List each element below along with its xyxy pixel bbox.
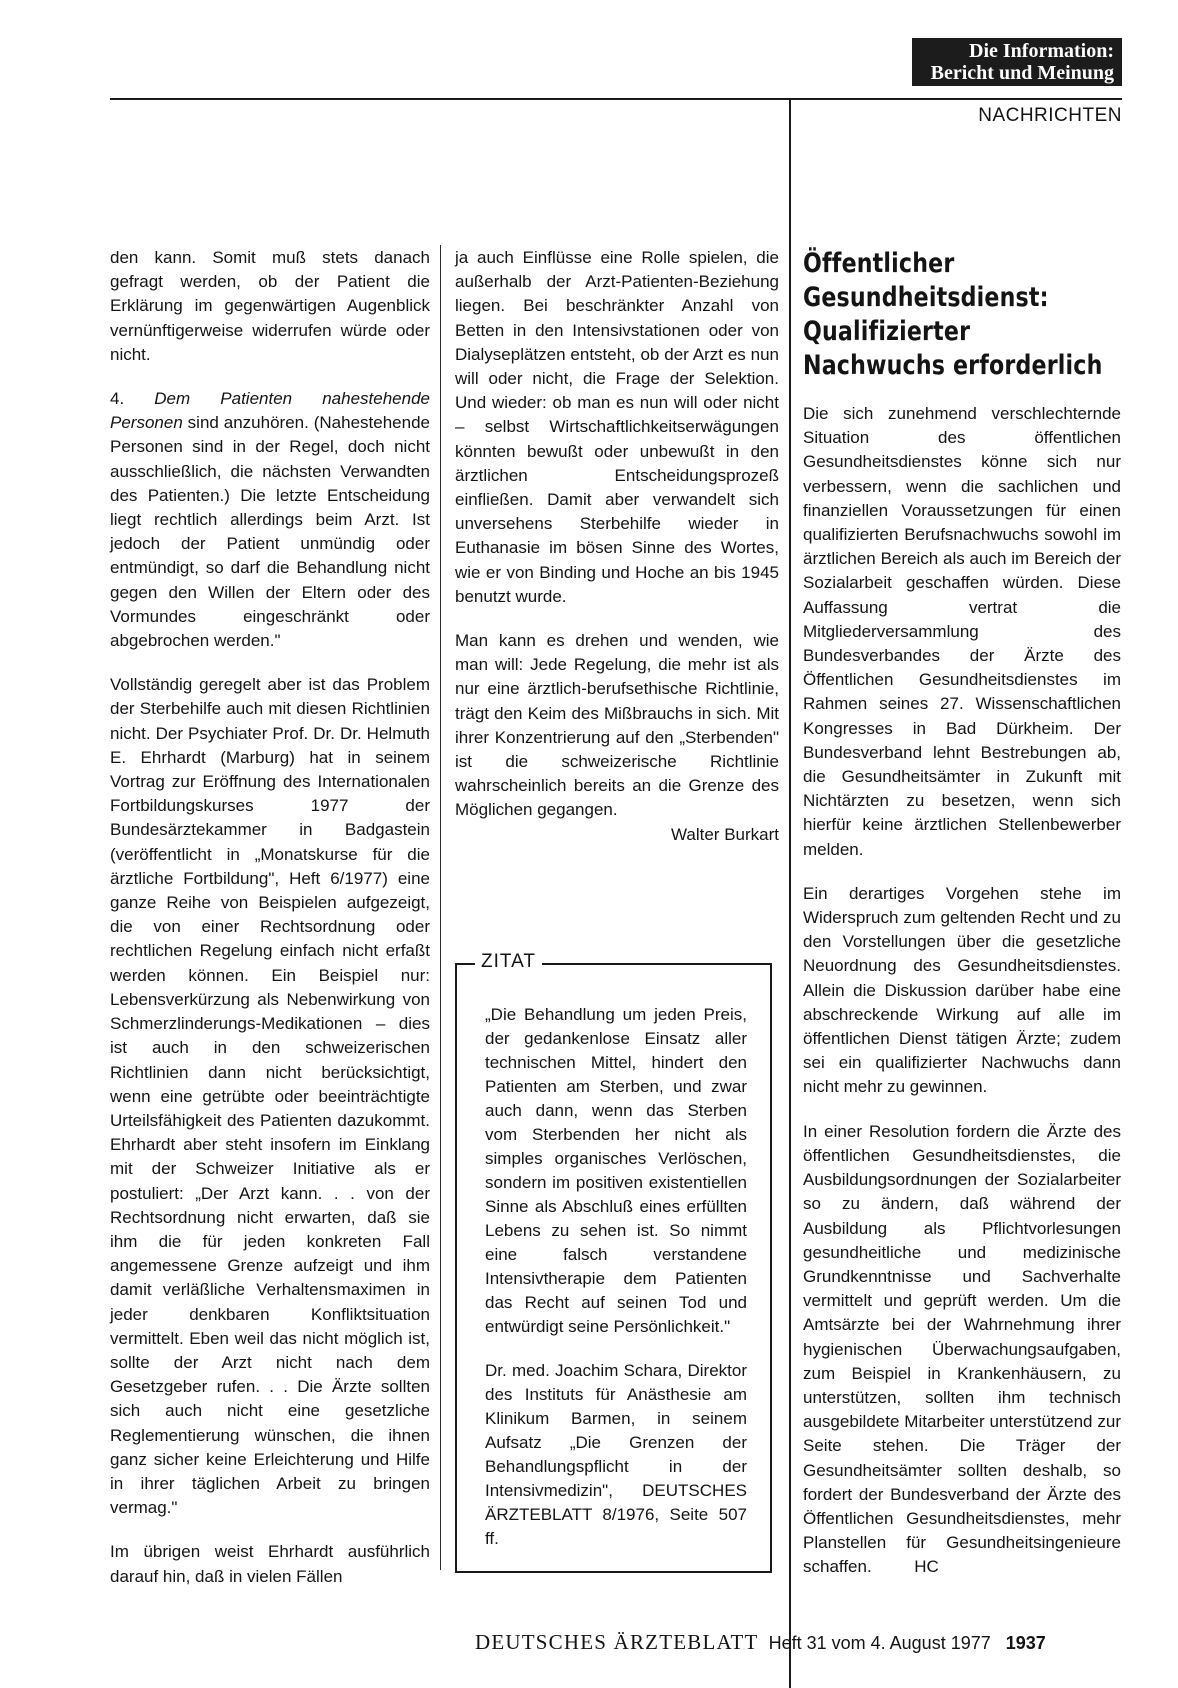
top-rule bbox=[110, 98, 1122, 100]
article-headline bbox=[803, 247, 1103, 383]
quote-body bbox=[485, 1003, 747, 1551]
quote-box bbox=[455, 951, 772, 1573]
quote-source: Dr. med. Joachim Schara, Direktor des Instituts für Anästhesie am Klinikum Barmen, in seinem Aufsatz „Die Grenzen der Behandlungspflicht in der Intensivmedizin", DEUTSCHES ÄRZTEBLATT 8/1976, Seite 507 ff. bbox=[485, 1361, 747, 1548]
col1-p2-emphasis: Dem Patienten nahestehende Personen bbox=[110, 389, 430, 433]
headline-line-4: Nachwuchs erforderlich bbox=[803, 350, 1103, 381]
page-footer bbox=[475, 1630, 1125, 1655]
section-label: NACHRICHTEN bbox=[978, 105, 1122, 126]
quote-label: ZITAT bbox=[475, 951, 542, 973]
headline-line-2: Gesundheitsdienst: bbox=[803, 282, 1049, 313]
section-tag-line-2: Bericht und Meinung bbox=[930, 62, 1114, 84]
footer-issue: Heft 31 vom 4. August 1977 bbox=[768, 1633, 991, 1653]
article-initials: HC bbox=[914, 1557, 939, 1577]
article-paragraph-3 bbox=[803, 1120, 1121, 1580]
col2-paragraph-2: Man kann es drehen und wenden, wie man will: Jede Regelung, die mehr ist als nur eine ärztlich-berufsethische Richtlinie, trägt den Keim des Mißbrauchs in sich. Mit ihrer Konzentrierung auf den „Sterbenden" ist die schweizerische Richtlinie wahrscheinlich bereits an die Grenze des Möglichen gegangen. bbox=[455, 631, 779, 820]
article-p3-text: In einer Resolution fordern die Ärzte des öffentlichen Gesundheitsdienstes, die Ausbildungsordnungen der Sozialarbeiter so zu ändern, daß während der Ausbildung als Pflichtvorlesungen gesundheitliche und medizinische Grundkenntnisse und Sachverhalte vermittelt und geprüft werden. Um die Amtsärzte bei der Wahrnehmung ihrer hygienischen Überwachungsaufgaben, zum Beispiel in Krankenhäusern, zu unterstützen, sollten ihm technisch ausgebildete Mitarbeiter unterstützend zur Seite stehen. Die Träger der Gesundheitsämter sollten deshalb, so fordert der Bundesverband der Ärzte des Öffentlichen Gesundheitsdienstes, mehr Planstellen für Gesundheitsingenieure schaffen. bbox=[803, 1121, 1121, 1577]
author-signature: Walter Burkart bbox=[670, 824, 779, 844]
section-tag bbox=[912, 38, 1122, 86]
col1-paragraph-3: Vollständig geregelt aber ist das Problem der Sterbehilfe auch mit diesen Richtlinien nicht. Der Psychiater Prof. Dr. Dr. Helmuth E. Ehrhardt (Marburg) hat in seinem Vortrag zur Eröffnung des Internationalen Fortbildungskurses 1977 der Bundesärztekammer in Badgastein (veröffentlicht in „Monatskurse für die ärztliche Fortbildung", Heft 6/1977) eine ganze Reihe von Beispielen aufgezeigt, die von einer Rechtsordnung oder rechtlichen Regelung einfach nicht erfaßt werden können. Ein Beispiel nur: Lebensverkürzung als Nebenwirkung von Schmerzlinderungs-Medikationen – dies ist auch in den schweizerischen Richtlinien dann nicht berücksichtigt, wenn eine getrübte oder beeinträchtigte Urteilsfähigkeit des Patienten dazukommt. Ehrhardt aber steht insofern im Einklang mit der Schweizer Initiative als er postuliert: „Der Arzt kann. . . von der Rechtsordnung nicht erwarten, daß sie ihm die für jeden konkreten Fall angemessene Grenze aufzeigt und ihm damit verläßliche Verhaltensmaximen in jeder denkbaren Konfliktsituation vermittelt. Eben weil das nicht möglich ist, sollte der Arzt nicht nach dem Gesetzgeber rufen. . . Die Ärzte sollten sich auch nicht eine gesetzliche Reglementierung wünschen, die ihnen ganz sicher keine Erleichterung und Hilfe in ihrer täglichen Arbeit zu bringen vermag." bbox=[110, 675, 430, 1518]
headline-line-3: Qualifizierter bbox=[803, 316, 971, 347]
col1-p2-text: sind anzuhören. (Nahestehende Personen sind in der Regel, doch nicht ausschließlich, die nächsten Verwandten des Patienten.) Die letzte Entscheidung liegt rechtlich allerdings beim Arzt. Ist jedoch der Patient unmündig oder entmündigt, so darf die Behandlung nicht gegen den Willen der Eltern oder des Vormundes eingeschränkt oder abgebrochen werden." bbox=[110, 413, 430, 651]
column-divider-left bbox=[440, 245, 441, 1570]
column-3 bbox=[803, 402, 1121, 1600]
col1-paragraph-1: den kann. Somit muß stets danach gefragt werden, ob der Patient die Erklärung im gegenwärtigen Augenblick vernünftigerweise widerrufen würde oder nicht. bbox=[110, 248, 430, 364]
col1-paragraph-2 bbox=[110, 387, 430, 653]
column-divider-right bbox=[789, 98, 791, 1688]
article-paragraph-1: Die sich zunehmend verschlechternde Situation des öffentlichen Gesundheitsdienstes könne sich nur verbessern, wenn die sachlichen und finanziellen Voraussetzungen für einen qualifizierten Berufsnachwuchs sowohl im ärztlichen Bereich als auch im Bereich der Sozialarbeit geschaffen würden. Diese Auffassung vertrat die Mitgliederversammlung des Bundesverbandes der Ärzte des Öffentlichen Gesundheitsdienstes im Rahmen seines 27. Wissenschaftlichen Kongresses in Bad Dürkheim. Der Bundesverband lehnt Bestrebungen ab, die Gesundheitsämter in Zukunft mit Nichtärzten zu besetzen, wenn sich hierfür keine ärztlichen Stellenbewerber melden. bbox=[803, 404, 1121, 859]
article-paragraph-2: Ein derartiges Vorgehen stehe im Widerspruch zum geltenden Recht und zu den Vorstellungen über die gesetzliche Neuordnung des Gesundheitsdienstes. Allein die Diskussion darüber habe eine abschreckende Wirkung auf alle im öffentlichen Dienst tätigen Ärzte; zudem sei ein qualifizierter Nachwuchs dann nicht mehr zu gewinnen. bbox=[803, 883, 1121, 1097]
column-2 bbox=[455, 246, 779, 847]
col1-p2-number: 4. bbox=[110, 389, 155, 409]
footer-journal-name: DEUTSCHES ÄRZTEBLATT bbox=[475, 1630, 759, 1654]
headline-line-1: Öffentlicher bbox=[803, 248, 955, 279]
col2-paragraph-1: ja auch Einflüsse eine Rolle spielen, die außerhalb der Arzt-Patienten-Beziehung liegen. Bei beschränkter Anzahl von Betten in den Intensivstationen oder von Dialyseplätzen entsteht, ob der Arzt es nun will oder nicht, die Frage der Selektion. Und wieder: ob man es nun will oder nicht – selbst Wirtschaftlichkeitserwägungen könnten bewußt oder unbewußt in den ärztlichen Entscheidungsprozeß einfließen. Damit aber verwandelt sich unversehens Sterbehilfe wieder in Euthanasie im bösen Sinne des Wortes, wie er von Binding und Hoche an bis 1945 benutzt wurde. bbox=[455, 248, 779, 606]
footer-page-number: 1937 bbox=[1005, 1633, 1046, 1653]
section-tag-line-1: Die Information: bbox=[969, 40, 1114, 62]
column-1 bbox=[110, 246, 430, 1609]
quote-text: „Die Behandlung um jeden Preis, der gedankenlose Einsatz aller technischen Mittel, hindert den Patienten am Sterben, und zwar auch dann, wenn das Sterben vom Sterbenden her nicht als simples organisches Verlöschen, sondern im positiven existentiellen Sinne als Abschluß eines erfüllten Lebens zu sehen ist. So nimmt eine falsch verstandene Intensivtherapie dem Patienten das Recht auf seinen Tod und entwürdigt seine Persönlichkeit." bbox=[485, 1005, 747, 1336]
col1-paragraph-4: Im übrigen weist Ehrhardt ausführlich darauf hin, daß in vielen Fällen bbox=[110, 1542, 430, 1586]
